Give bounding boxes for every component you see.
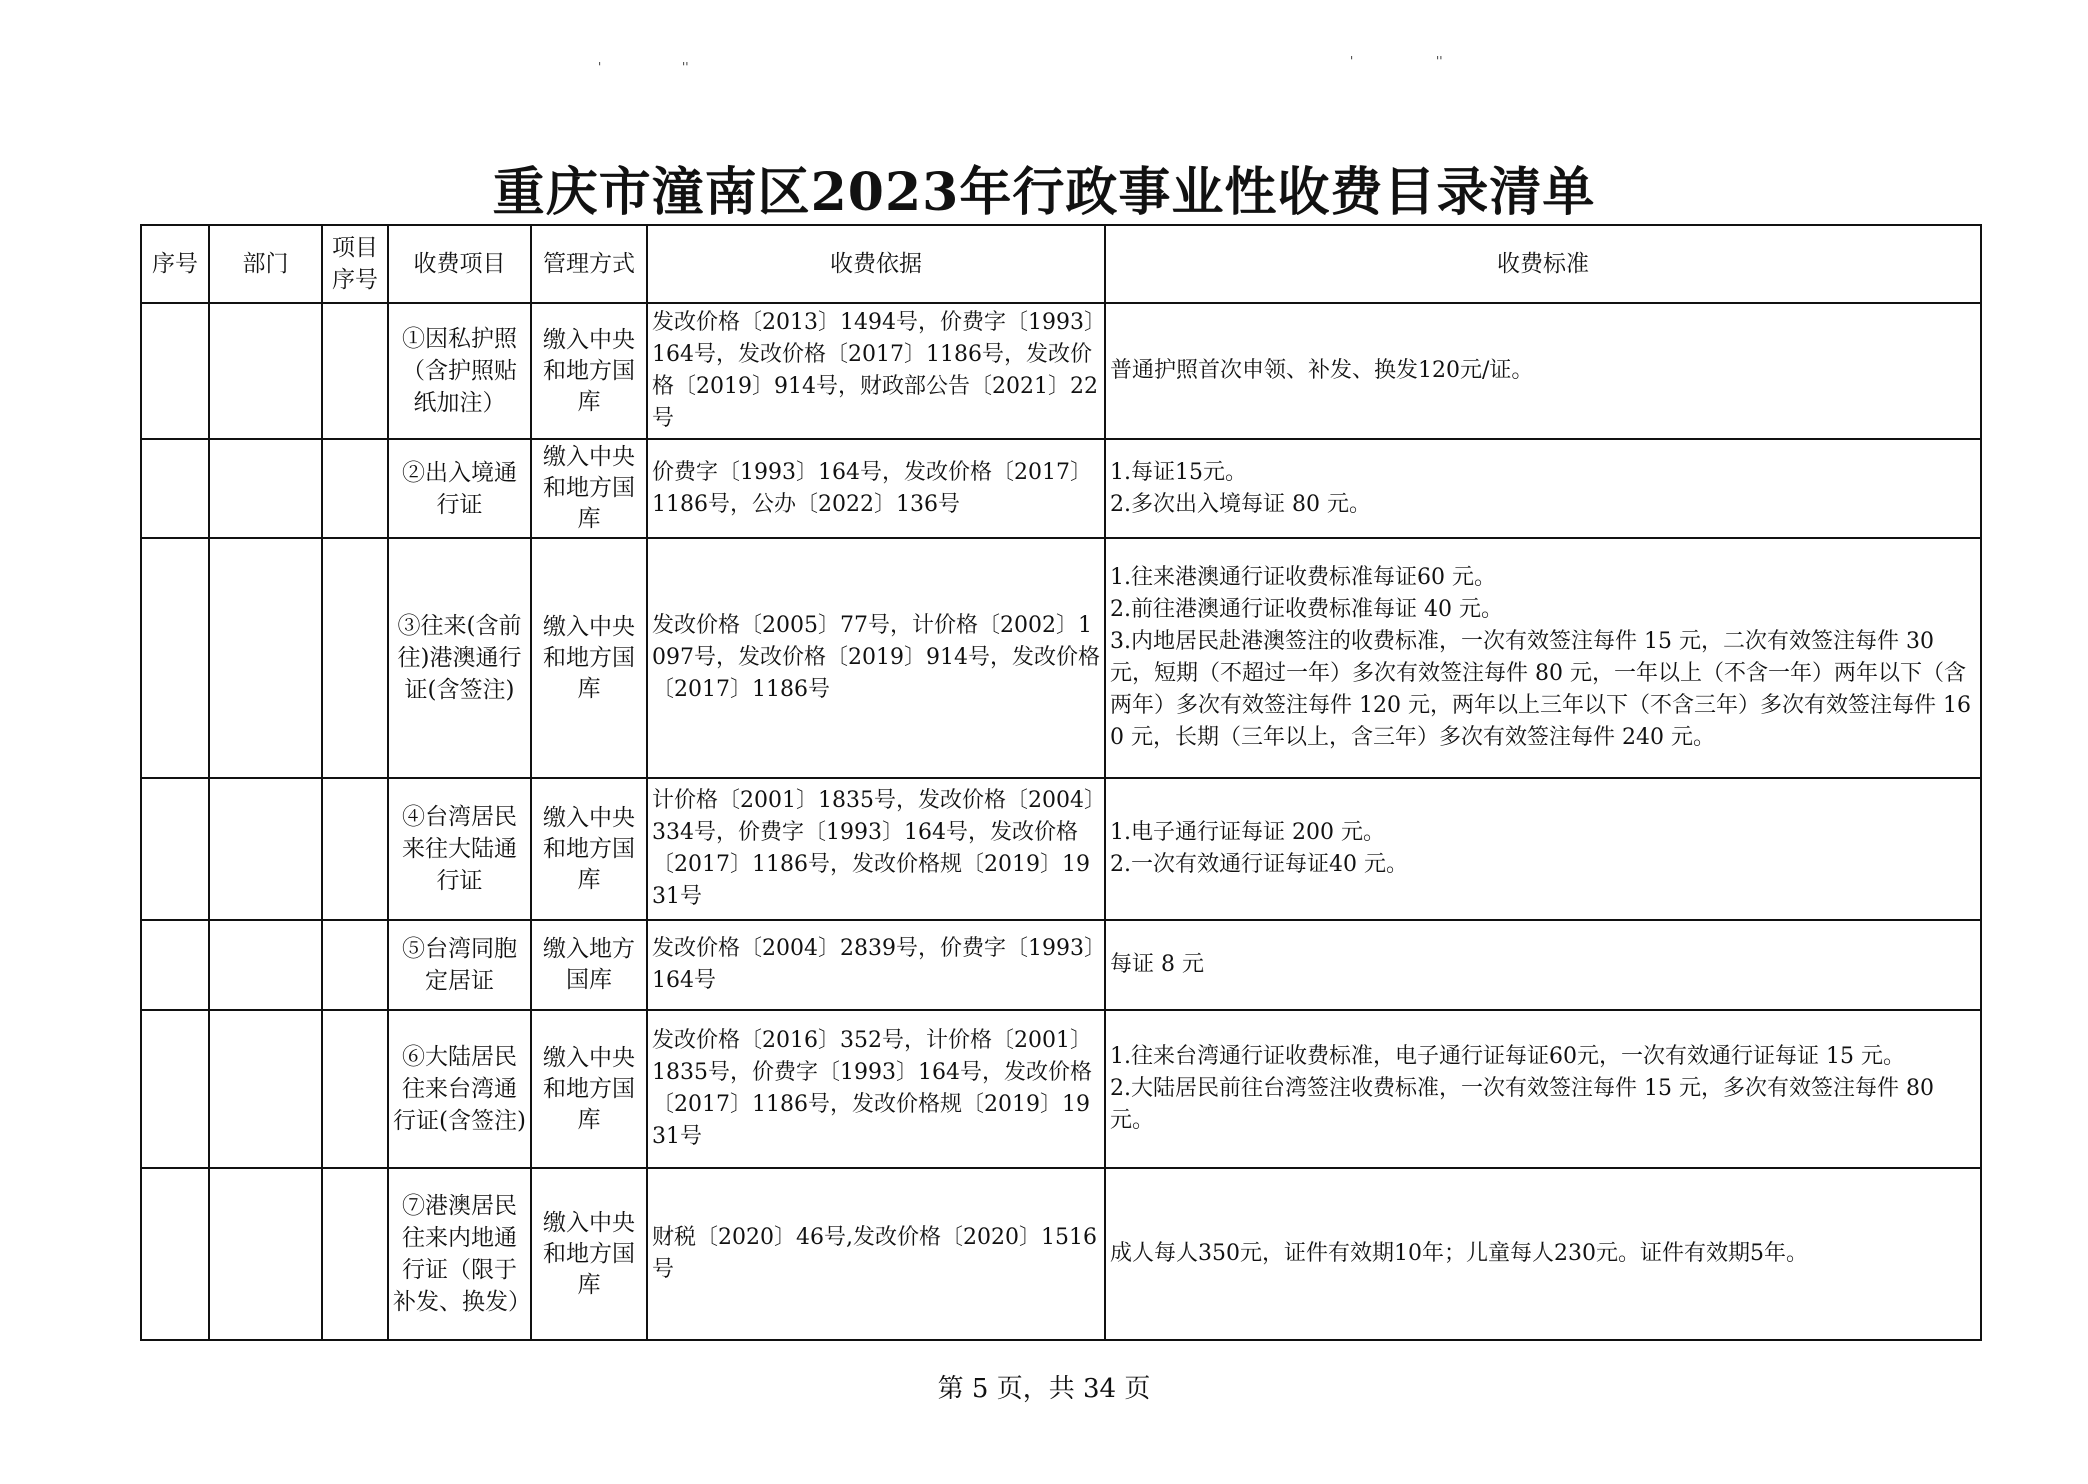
cell-index bbox=[141, 303, 209, 439]
cell-department bbox=[209, 778, 322, 920]
cell-index bbox=[141, 920, 209, 1010]
cell-management: 缴入中央和地方国库 bbox=[531, 1168, 647, 1340]
cell-fee-item: ②出入境通行证 bbox=[388, 439, 531, 538]
cell-index bbox=[141, 439, 209, 538]
page-number: 第 5 页，共 34 页 bbox=[937, 1374, 1151, 1404]
page-title: 重庆市潼南区2023年行政事业性收费目录清单 bbox=[492, 162, 1596, 223]
cell-basis: 计价格〔2001〕1835号，发改价格〔2004〕334号，价费字〔1993〕164号，发改价格〔2017〕1186号，发改价格规〔2019〕1931号 bbox=[647, 778, 1105, 920]
cell-department bbox=[209, 538, 322, 778]
header-index: 序号 bbox=[141, 225, 209, 303]
table-row bbox=[141, 439, 1981, 538]
cell-management: 缴入中央和地方国库 bbox=[531, 538, 647, 778]
table-row bbox=[141, 920, 1981, 1010]
cell-standard: 每证 8 元 bbox=[1105, 920, 1981, 1010]
cell-fee-item: ①因私护照（含护照贴纸加注） bbox=[388, 303, 531, 439]
cell-index bbox=[141, 1010, 209, 1168]
cell-fee-item: ⑤台湾同胞定居证 bbox=[388, 920, 531, 1010]
cell-department bbox=[209, 1010, 322, 1168]
cell-fee-item: ④台湾居民来往大陆通行证 bbox=[388, 778, 531, 920]
table-row bbox=[141, 1168, 1981, 1340]
scan-speck: ' bbox=[1350, 54, 1354, 68]
cell-basis: 价费字〔1993〕164号，发改价格〔2017〕1186号，公办〔2022〕136号 bbox=[647, 439, 1105, 538]
table-row bbox=[141, 1010, 1981, 1168]
table-header-row bbox=[141, 225, 1981, 303]
header-standard: 收费标准 bbox=[1105, 225, 1981, 303]
table-row bbox=[141, 778, 1981, 920]
header-department: 部门 bbox=[209, 225, 322, 303]
cell-item-index bbox=[322, 778, 388, 920]
cell-standard: 普通护照首次申领、补发、换发120元/证。 bbox=[1105, 303, 1981, 439]
cell-management: 缴入中央和地方国库 bbox=[531, 1010, 647, 1168]
cell-management: 缴入中央和地方国库 bbox=[531, 303, 647, 439]
cell-standard: 成人每人350元，证件有效期10年；儿童每人230元。证件有效期5年。 bbox=[1105, 1168, 1981, 1340]
cell-department bbox=[209, 439, 322, 538]
scan-speck: '' bbox=[1436, 54, 1443, 68]
cell-fee-item: ③往来(含前往)港澳通行证(含签注) bbox=[388, 538, 531, 778]
cell-standard: 1.每证15元。 2.多次出入境每证 80 元。 bbox=[1105, 439, 1981, 538]
table-row bbox=[141, 538, 1981, 778]
cell-index bbox=[141, 778, 209, 920]
cell-standard: 1.电子通行证每证 200 元。 2.一次有效通行证每证40 元。 bbox=[1105, 778, 1981, 920]
cell-item-index bbox=[322, 303, 388, 439]
cell-standard: 1.往来港澳通行证收费标准每证60 元。 2.前往港澳通行证收费标准每证 40 元。 3.内地居民赴港澳签注的收费标准，一次有效签注每件 15 元，二次有效签注每件 30 元，短期（不超过一年）多次有效签注每件 80 元，一年以上（不含一年）两年以下（含两年）多次有效签注每件 120 元，两年以上三年以下（不含三年）多次有效签注每件 160 元，长期（三年以上，含三年）多次有效签注每件 240 元。 bbox=[1105, 538, 1981, 778]
cell-basis: 发改价格〔2016〕352号，计价格〔2001〕1835号，价费字〔1993〕164号，发改价格〔2017〕1186号，发改价格规〔2019〕1931号 bbox=[647, 1010, 1105, 1168]
cell-department bbox=[209, 1168, 322, 1340]
header-basis: 收费依据 bbox=[647, 225, 1105, 303]
cell-index bbox=[141, 1168, 209, 1340]
cell-basis: 发改价格〔2004〕2839号，价费字〔1993〕164号 bbox=[647, 920, 1105, 1010]
cell-department bbox=[209, 920, 322, 1010]
cell-department bbox=[209, 303, 322, 439]
cell-standard: 1.往来台湾通行证收费标准，电子通行证每证60元，一次有效通行证每证 15 元。 2.大陆居民前往台湾签注收费标准，一次有效签注每件 15 元，多次有效签注每件 80 元。 bbox=[1105, 1010, 1981, 1168]
cell-item-index bbox=[322, 439, 388, 538]
scan-speck: '' bbox=[682, 60, 689, 74]
scan-speck: ' bbox=[598, 60, 602, 74]
cell-item-index bbox=[322, 1168, 388, 1340]
cell-basis: 发改价格〔2013〕1494号，价费字〔1993〕164号，发改价格〔2017〕1186号，发改价格〔2019〕914号，财政部公告〔2021〕22号 bbox=[647, 303, 1105, 439]
header-fee-item: 收费项目 bbox=[388, 225, 531, 303]
header-management: 管理方式 bbox=[531, 225, 647, 303]
cell-management: 缴入中央和地方国库 bbox=[531, 778, 647, 920]
cell-fee-item: ⑥大陆居民往来台湾通行证(含签注) bbox=[388, 1010, 531, 1168]
cell-basis: 发改价格〔2005〕77号，计价格〔2002〕1097号，发改价格〔2019〕914号，发改价格〔2017〕1186号 bbox=[647, 538, 1105, 778]
cell-basis: 财税〔2020〕46号,发改价格〔2020〕1516号 bbox=[647, 1168, 1105, 1340]
cell-item-index bbox=[322, 1010, 388, 1168]
cell-item-index bbox=[322, 538, 388, 778]
header-item-index: 项目序号 bbox=[322, 225, 388, 303]
cell-management: 缴入中央和地方国库 bbox=[531, 439, 647, 538]
cell-management: 缴入地方国库 bbox=[531, 920, 647, 1010]
cell-index bbox=[141, 538, 209, 778]
table-row bbox=[141, 303, 1981, 439]
cell-fee-item: ⑦港澳居民往来内地通行证（限于补发、换发） bbox=[388, 1168, 531, 1340]
cell-item-index bbox=[322, 920, 388, 1010]
fee-table bbox=[140, 224, 1982, 1341]
